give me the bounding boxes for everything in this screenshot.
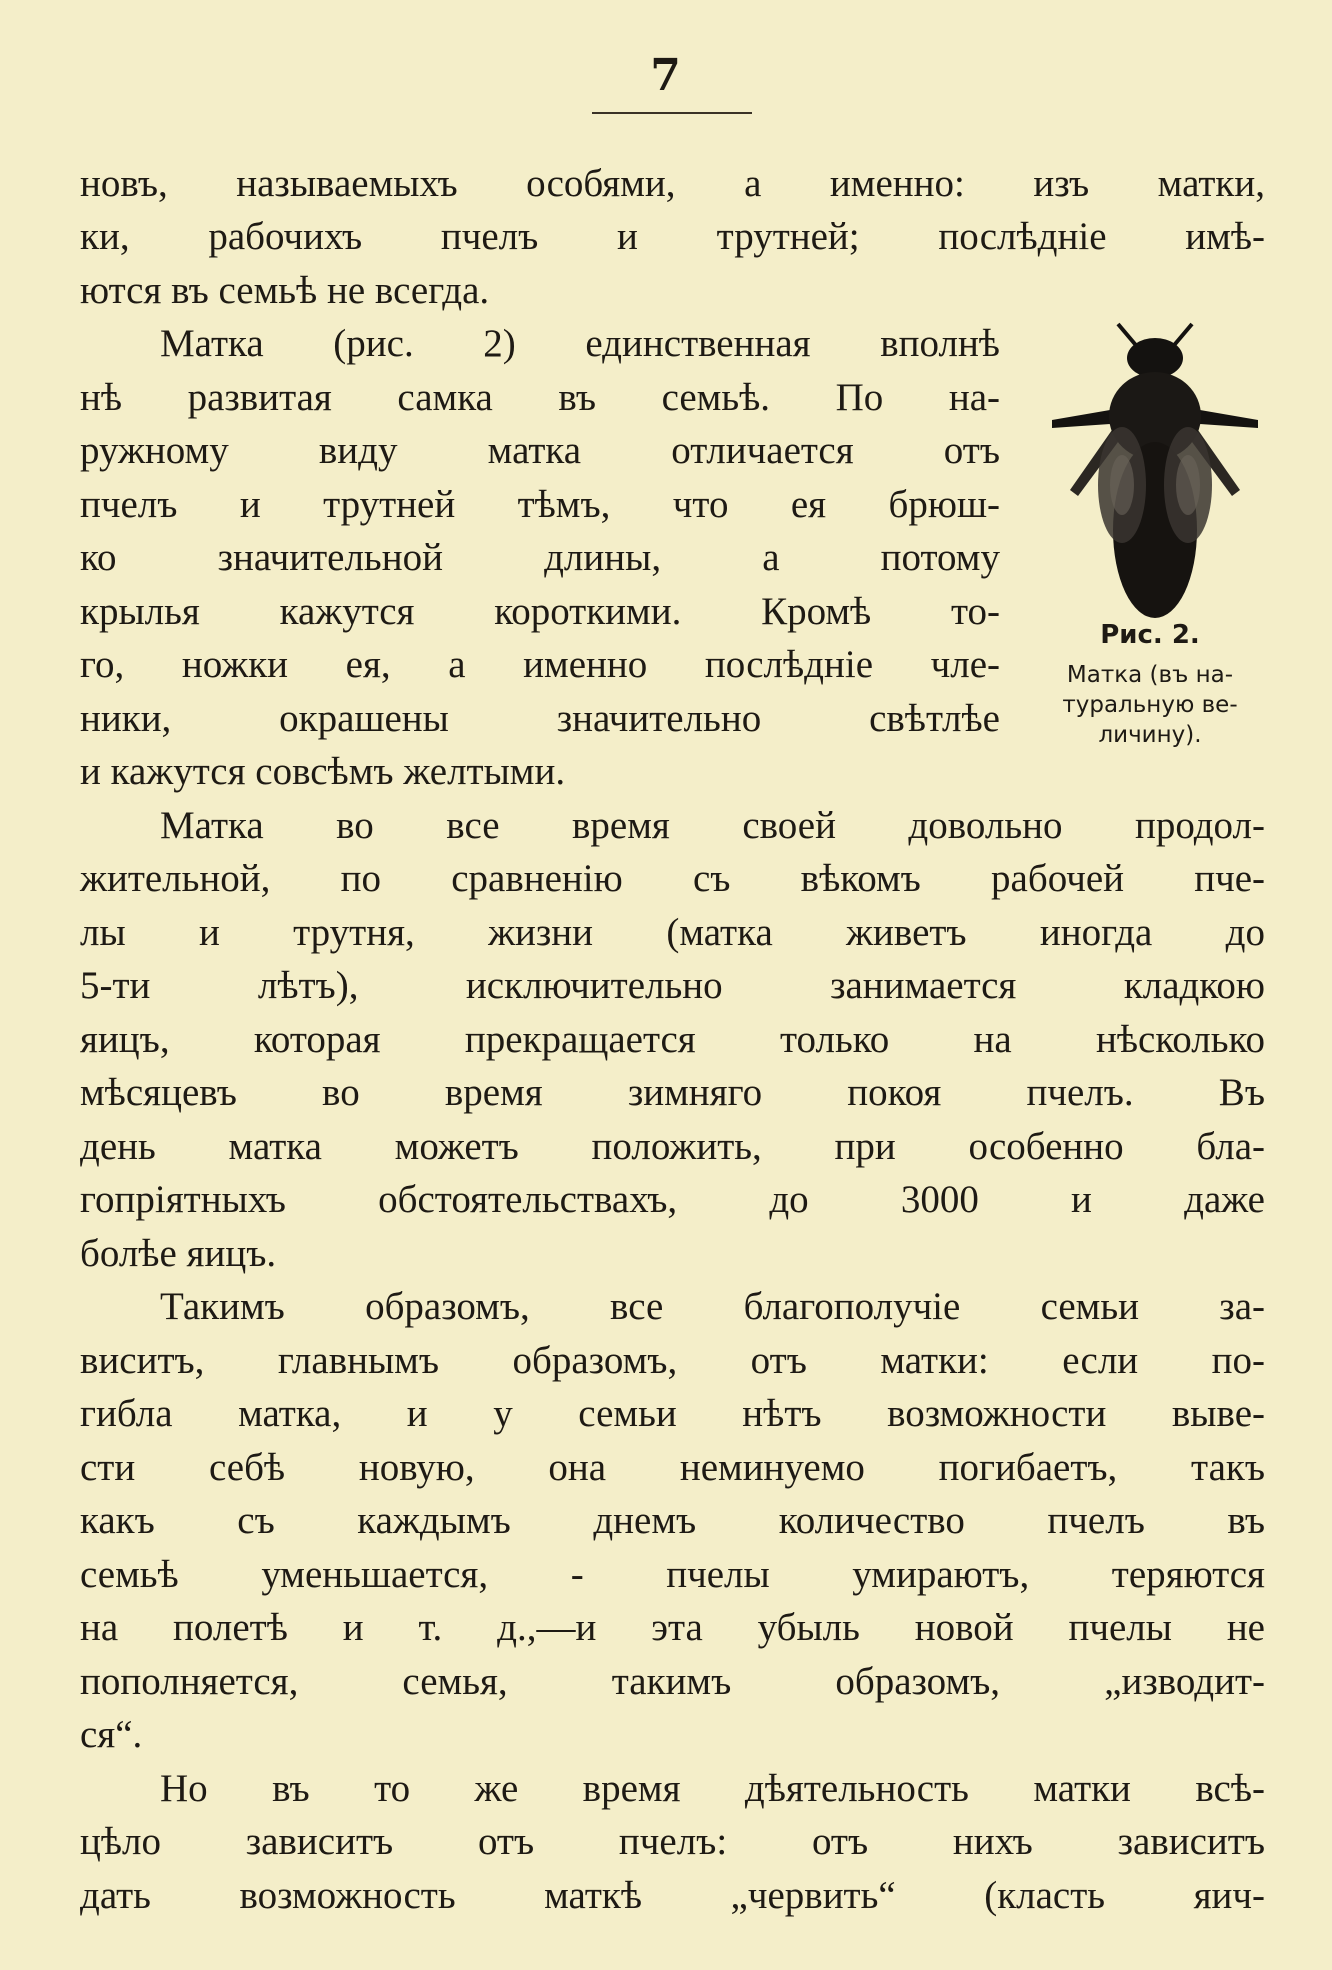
text-line: гибла матка, и у семьи нѣтъ возможности выве- <box>80 1392 1265 1435</box>
text-line: сти себѣ новую, она неминуемо погибаетъ, такъ <box>80 1446 1265 1489</box>
text-line: крылья кажутся короткими. Кромѣ то- <box>80 590 1000 633</box>
text-line: дать возможность маткѣ „червить“ (класть яич- <box>80 1874 1265 1917</box>
text-line: ются въ семьѣ не всегда. <box>80 269 490 312</box>
text-line: болѣе яицъ. <box>80 1232 277 1275</box>
text-line: цѣло зависитъ отъ пчелъ: отъ нихъ зависитъ <box>80 1820 1265 1863</box>
queen-bee-illustration-icon <box>1040 320 1270 620</box>
text-line: семьѣ уменьшается, - пчелы умираютъ, теряются <box>80 1553 1265 1596</box>
text-line: пополняется, семья, такимъ образомъ, „изводит- <box>80 1660 1265 1703</box>
text-line: жительной, по сравненію съ вѣкомъ рабочей пче- <box>80 857 1265 900</box>
text-line: лы и трутня, жизни (матка живетъ иногда до <box>80 911 1265 954</box>
text-line: Но въ то же время дѣятельность матки всѣ- <box>160 1767 1265 1810</box>
text-line: 5-ти лѣтъ), исключительно занимается кладкою <box>80 964 1265 1007</box>
text-line: гопріятныхъ обстоятельствахъ, до 3000 и даже <box>80 1178 1265 1221</box>
text-line: нѣ развитая самка въ семьѣ. По на- <box>80 376 1000 419</box>
text-line: виситъ, главнымъ образомъ, отъ матки: если по- <box>80 1339 1265 1382</box>
text-line: Матка (рис. 2) единственная вполнѣ <box>160 322 1000 365</box>
text-line: ки, рабочихъ пчелъ и трутней; послѣдніе имѣ- <box>80 215 1265 258</box>
header-rule <box>592 112 752 114</box>
figure-caption-title: Рис. 2. <box>1100 620 1200 650</box>
figure-caption <box>1020 660 1280 750</box>
figure-caption-line: Матка (въ на- <box>1066 662 1234 688</box>
text-line: день матка можетъ положить, при особенно бла- <box>80 1125 1265 1168</box>
text-line: го, ножки ея, а именно послѣдніе чле- <box>80 643 1000 686</box>
text-line: какъ съ каждымъ днемъ количество пчелъ въ <box>80 1499 1265 1542</box>
text-line: ко значительной длины, а потому <box>80 536 1000 579</box>
text-line: новъ, называемыхъ особями, а именно: изъ матки, <box>80 162 1265 205</box>
figure-caption-line: личину). <box>1098 722 1202 748</box>
text-line: Матка во все время своей довольно продол- <box>160 804 1265 847</box>
text-line: ники, окрашены значительно свѣтлѣе <box>80 697 1000 740</box>
text-line: ся“. <box>80 1713 143 1756</box>
figure-caption-line: туральную ве- <box>1062 692 1238 718</box>
text-line: на полетѣ и т. д.,—и эта убыль новой пчелы не <box>80 1606 1265 1649</box>
text-line: мѣсяцевъ во время зимняго покоя пчелъ. Въ <box>80 1071 1265 1114</box>
text-line: пчелъ и трутней тѣмъ, что ея брюш- <box>80 483 1000 526</box>
text-line: Такимъ образомъ, все благополучіе семьи за- <box>160 1285 1265 1328</box>
text-line: и кажутся совсѣмъ желтыми. <box>80 750 566 793</box>
page-number: 7 <box>650 50 682 101</box>
text-line: ружному виду матка отличается отъ <box>80 429 1000 472</box>
text-line: яицъ, которая прекращается только на нѣсколько <box>80 1018 1265 1061</box>
